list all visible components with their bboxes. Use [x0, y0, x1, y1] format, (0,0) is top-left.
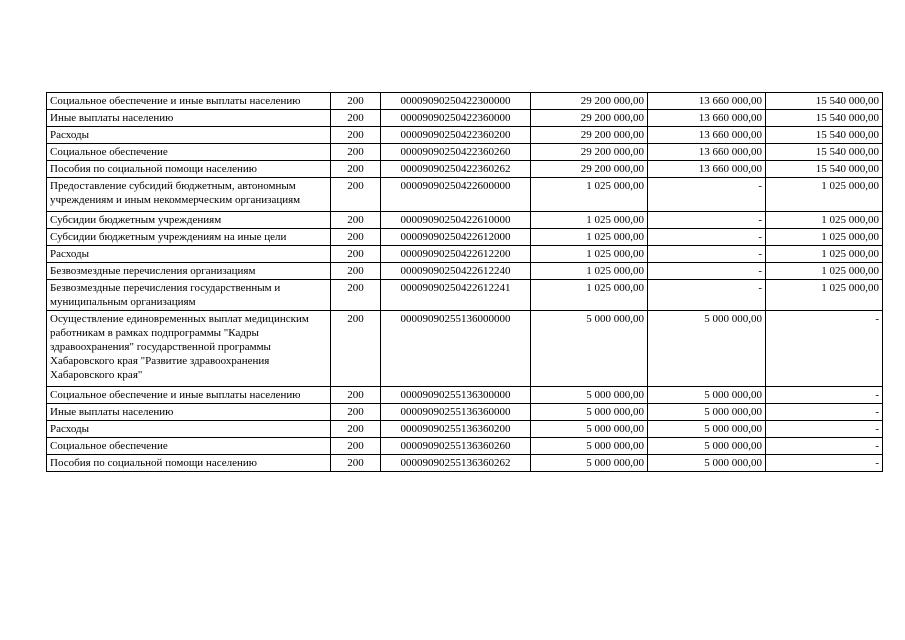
row-value-2: 5 000 000,00: [648, 311, 766, 387]
row-value-2: -: [648, 212, 766, 229]
row-kbk: 00009090250422612241: [381, 280, 531, 311]
table-row: [47, 144, 883, 161]
row-value-1: 29 200 000,00: [531, 127, 648, 144]
table-row: [47, 178, 883, 212]
row-value-3: 1 025 000,00: [766, 280, 883, 311]
row-code: 200: [331, 404, 381, 421]
row-name: Пособия по социальной помощи населению: [47, 455, 331, 472]
row-value-1: 1 025 000,00: [531, 178, 648, 212]
row-value-1: 29 200 000,00: [531, 93, 648, 110]
row-name: Социальное обеспечение: [47, 438, 331, 455]
row-name: Социальное обеспечение и иные выплаты населению: [47, 93, 331, 110]
row-name: Субсидии бюджетным учреждениям на иные цели: [47, 229, 331, 246]
budget-table-body: [47, 93, 883, 472]
row-code: 200: [331, 229, 381, 246]
row-value-1: 1 025 000,00: [531, 246, 648, 263]
row-kbk: 00009090250422610000: [381, 212, 531, 229]
row-code: 200: [331, 93, 381, 110]
row-value-3: 1 025 000,00: [766, 178, 883, 212]
table-row: [47, 263, 883, 280]
table-row: [47, 229, 883, 246]
table-row: [47, 404, 883, 421]
row-value-2: 13 660 000,00: [648, 93, 766, 110]
row-kbk: 00009090250422360200: [381, 127, 531, 144]
table-row: [47, 246, 883, 263]
row-kbk: 00009090255136360262: [381, 455, 531, 472]
row-value-3: -: [766, 387, 883, 404]
row-value-2: -: [648, 280, 766, 311]
row-value-3: 1 025 000,00: [766, 212, 883, 229]
row-value-2: -: [648, 246, 766, 263]
row-value-3: 15 540 000,00: [766, 144, 883, 161]
row-code: 200: [331, 161, 381, 178]
row-code: 200: [331, 144, 381, 161]
row-value-1: 5 000 000,00: [531, 438, 648, 455]
row-name: Пособия по социальной помощи населению: [47, 161, 331, 178]
row-kbk: 00009090250422612200: [381, 246, 531, 263]
row-code: 200: [331, 178, 381, 212]
row-value-1: 5 000 000,00: [531, 455, 648, 472]
row-name: Социальное обеспечение и иные выплаты населению: [47, 387, 331, 404]
table-row: [47, 421, 883, 438]
row-value-1: 29 200 000,00: [531, 110, 648, 127]
row-value-2: 5 000 000,00: [648, 387, 766, 404]
row-value-2: -: [648, 178, 766, 212]
row-code: 200: [331, 455, 381, 472]
row-kbk: 00009090250422600000: [381, 178, 531, 212]
row-value-3: -: [766, 311, 883, 387]
row-value-3: 1 025 000,00: [766, 246, 883, 263]
row-value-2: 13 660 000,00: [648, 127, 766, 144]
table-row: [47, 387, 883, 404]
row-value-2: 5 000 000,00: [648, 404, 766, 421]
table-row: [47, 212, 883, 229]
row-kbk: 00009090250422612240: [381, 263, 531, 280]
row-code: 200: [331, 438, 381, 455]
row-name: Расходы: [47, 246, 331, 263]
row-kbk: 00009090255136360200: [381, 421, 531, 438]
row-kbk: 00009090255136000000: [381, 311, 531, 387]
table-row: [47, 438, 883, 455]
table-row: [47, 280, 883, 311]
row-kbk: 00009090250422612000: [381, 229, 531, 246]
row-name: Безвозмездные перечисления организациям: [47, 263, 331, 280]
row-value-1: 5 000 000,00: [531, 421, 648, 438]
row-code: 200: [331, 387, 381, 404]
table-row: [47, 161, 883, 178]
row-code: 200: [331, 246, 381, 263]
row-name: Расходы: [47, 421, 331, 438]
row-value-2: 13 660 000,00: [648, 161, 766, 178]
row-value-1: 29 200 000,00: [531, 161, 648, 178]
row-value-1: 1 025 000,00: [531, 229, 648, 246]
row-code: 200: [331, 263, 381, 280]
row-kbk: 00009090255136360260: [381, 438, 531, 455]
row-name: Иные выплаты населению: [47, 110, 331, 127]
row-value-1: 29 200 000,00: [531, 144, 648, 161]
row-kbk: 00009090250422360262: [381, 161, 531, 178]
row-kbk: 00009090255136300000: [381, 387, 531, 404]
row-value-3: 1 025 000,00: [766, 263, 883, 280]
row-value-1: 5 000 000,00: [531, 387, 648, 404]
row-value-1: 5 000 000,00: [531, 311, 648, 387]
table-row: [47, 127, 883, 144]
budget-table: [46, 92, 883, 472]
row-value-1: 5 000 000,00: [531, 404, 648, 421]
row-value-1: 1 025 000,00: [531, 212, 648, 229]
row-value-2: 5 000 000,00: [648, 455, 766, 472]
row-value-2: 13 660 000,00: [648, 144, 766, 161]
row-kbk: 00009090255136360000: [381, 404, 531, 421]
row-code: 200: [331, 127, 381, 144]
row-value-3: 15 540 000,00: [766, 110, 883, 127]
row-value-2: 5 000 000,00: [648, 421, 766, 438]
row-code: 200: [331, 311, 381, 387]
table-row: [47, 110, 883, 127]
row-value-3: 15 540 000,00: [766, 127, 883, 144]
row-name: Предоставление субсидий бюджетным, автономным учреждениям и иным некоммерческим организациям: [47, 178, 331, 212]
row-name: Иные выплаты населению: [47, 404, 331, 421]
row-code: 200: [331, 212, 381, 229]
row-code: 200: [331, 421, 381, 438]
row-value-3: 1 025 000,00: [766, 229, 883, 246]
row-name: Безвозмездные перечисления государственным и муниципальным организациям: [47, 280, 331, 311]
row-code: 200: [331, 280, 381, 311]
row-kbk: 00009090250422360000: [381, 110, 531, 127]
row-kbk: 00009090250422300000: [381, 93, 531, 110]
row-code: 200: [331, 110, 381, 127]
row-value-1: 1 025 000,00: [531, 280, 648, 311]
table-row: [47, 455, 883, 472]
table-row: [47, 311, 883, 387]
row-kbk: 00009090250422360260: [381, 144, 531, 161]
row-name: Осуществление единовременных выплат медицинским работникам в рамках подпрограммы "Кадры здравоохранения" государственной программы Хабаровского края "Развитие здравоохранения Хабаровского края": [47, 311, 331, 387]
row-value-3: -: [766, 404, 883, 421]
row-value-1: 1 025 000,00: [531, 263, 648, 280]
row-value-2: -: [648, 263, 766, 280]
row-value-3: 15 540 000,00: [766, 161, 883, 178]
row-value-3: -: [766, 438, 883, 455]
table-row: [47, 93, 883, 110]
row-value-3: 15 540 000,00: [766, 93, 883, 110]
row-value-2: 5 000 000,00: [648, 438, 766, 455]
row-value-2: -: [648, 229, 766, 246]
row-value-3: -: [766, 455, 883, 472]
row-name: Расходы: [47, 127, 331, 144]
row-name: Социальное обеспечение: [47, 144, 331, 161]
row-value-2: 13 660 000,00: [648, 110, 766, 127]
row-value-3: -: [766, 421, 883, 438]
row-name: Субсидии бюджетным учреждениям: [47, 212, 331, 229]
